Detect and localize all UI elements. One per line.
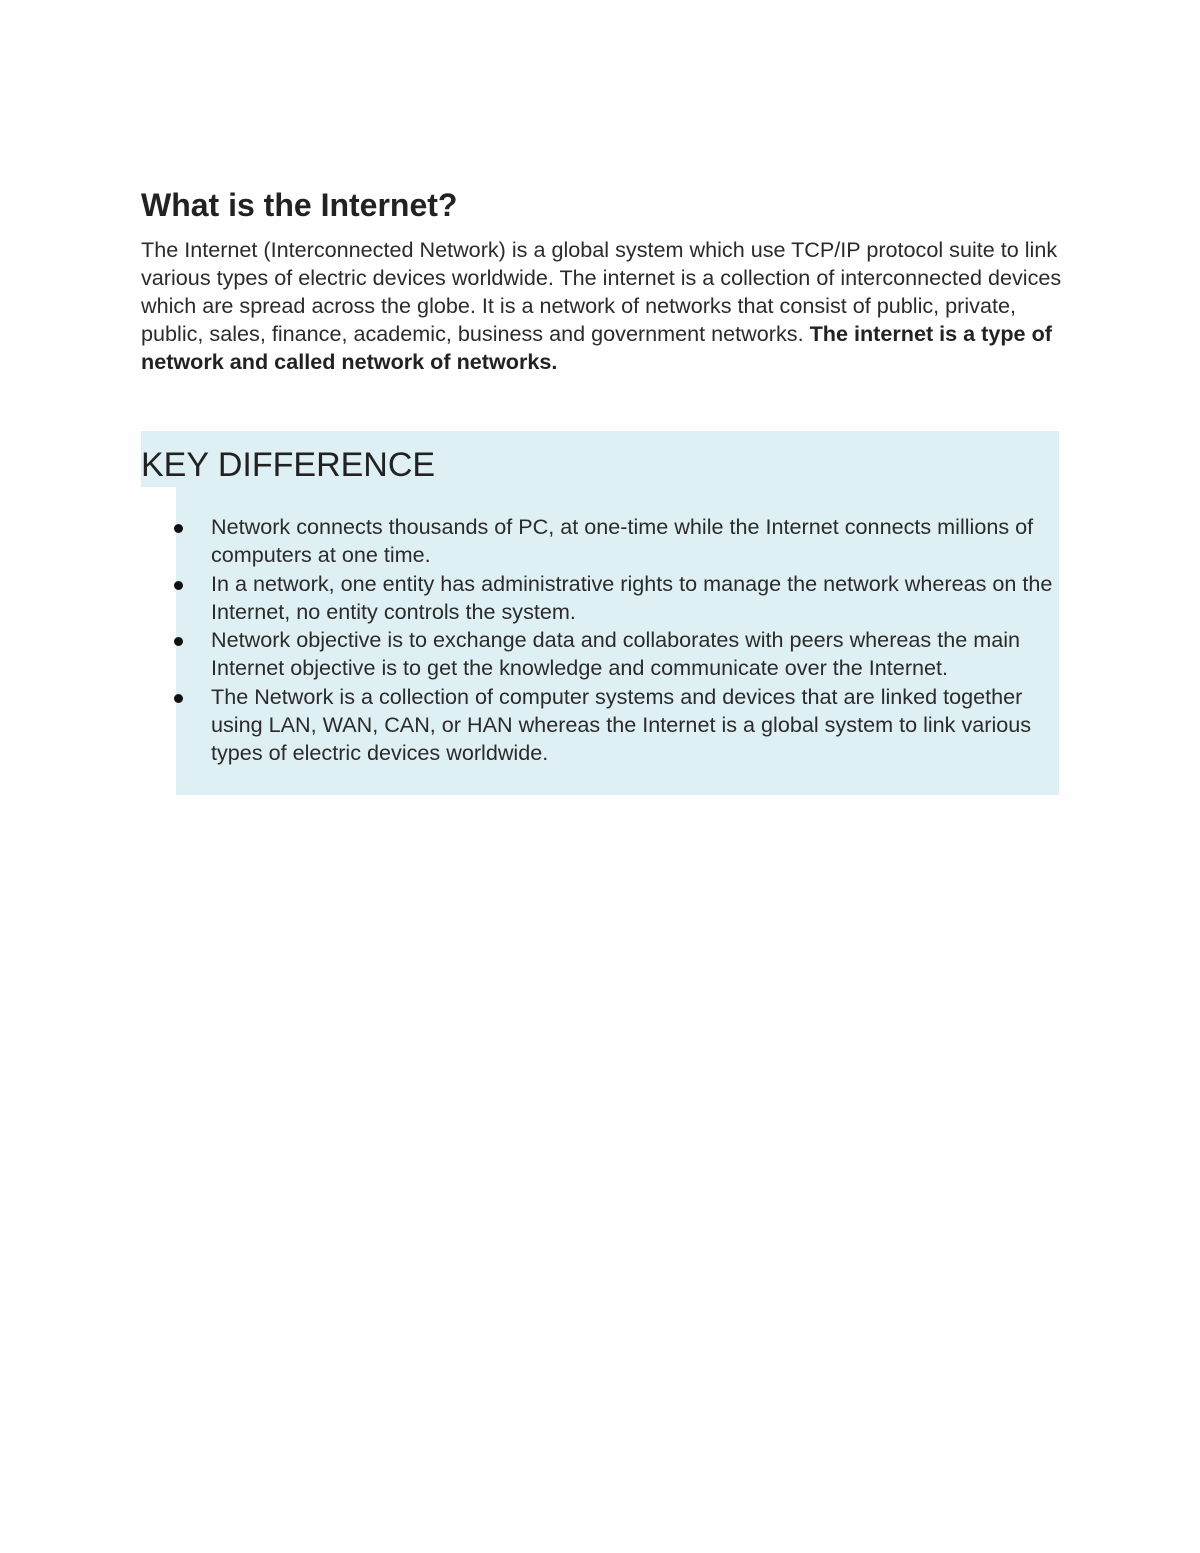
key-difference-list — [211, 513, 1056, 768]
list-item — [211, 570, 1056, 627]
list-item-text: Network connects thousands of PC, at one-time while the Internet connects millions of computers at one time. — [211, 514, 1034, 568]
list-item-text: In a network, one entity has administrative rights to manage the network whereas on the Internet, no entity controls the system. — [211, 570, 1053, 624]
key-difference-title: KEY DIFFERENCE — [141, 446, 436, 484]
bullet-icon — [174, 694, 183, 703]
list-item — [211, 626, 1056, 683]
list-item — [211, 683, 1056, 768]
intro-text: The Internet (Interconnected Network) is a global system which use TCP/IP protocol suite to link various types of electric devices worldwide. The internet is a collection of interconnected devices which are spread across the globe. It is a network of networks that consist of public, private, public, sales, finance, academic, business and government networks. — [141, 237, 1062, 346]
list-item-text: Network objective is to exchange data and collaborates with peers whereas the main Internet objective is to get the knowledge and communicate over the Internet. — [211, 627, 1021, 681]
intro-bold-text: The internet is a type of network and called network of networks. — [141, 321, 1052, 374]
bullet-icon — [174, 581, 183, 590]
list-item — [211, 513, 1056, 570]
intro-paragraph — [141, 236, 1066, 376]
list-item-text: The Network is a collection of computer systems and devices that are linked together using LAN, WAN, CAN, or HAN whereas the Internet is a global system to link various types of electric devices worldwide. — [211, 683, 1032, 766]
page-title: What is the Internet? — [141, 187, 458, 223]
bullet-icon — [174, 524, 183, 533]
